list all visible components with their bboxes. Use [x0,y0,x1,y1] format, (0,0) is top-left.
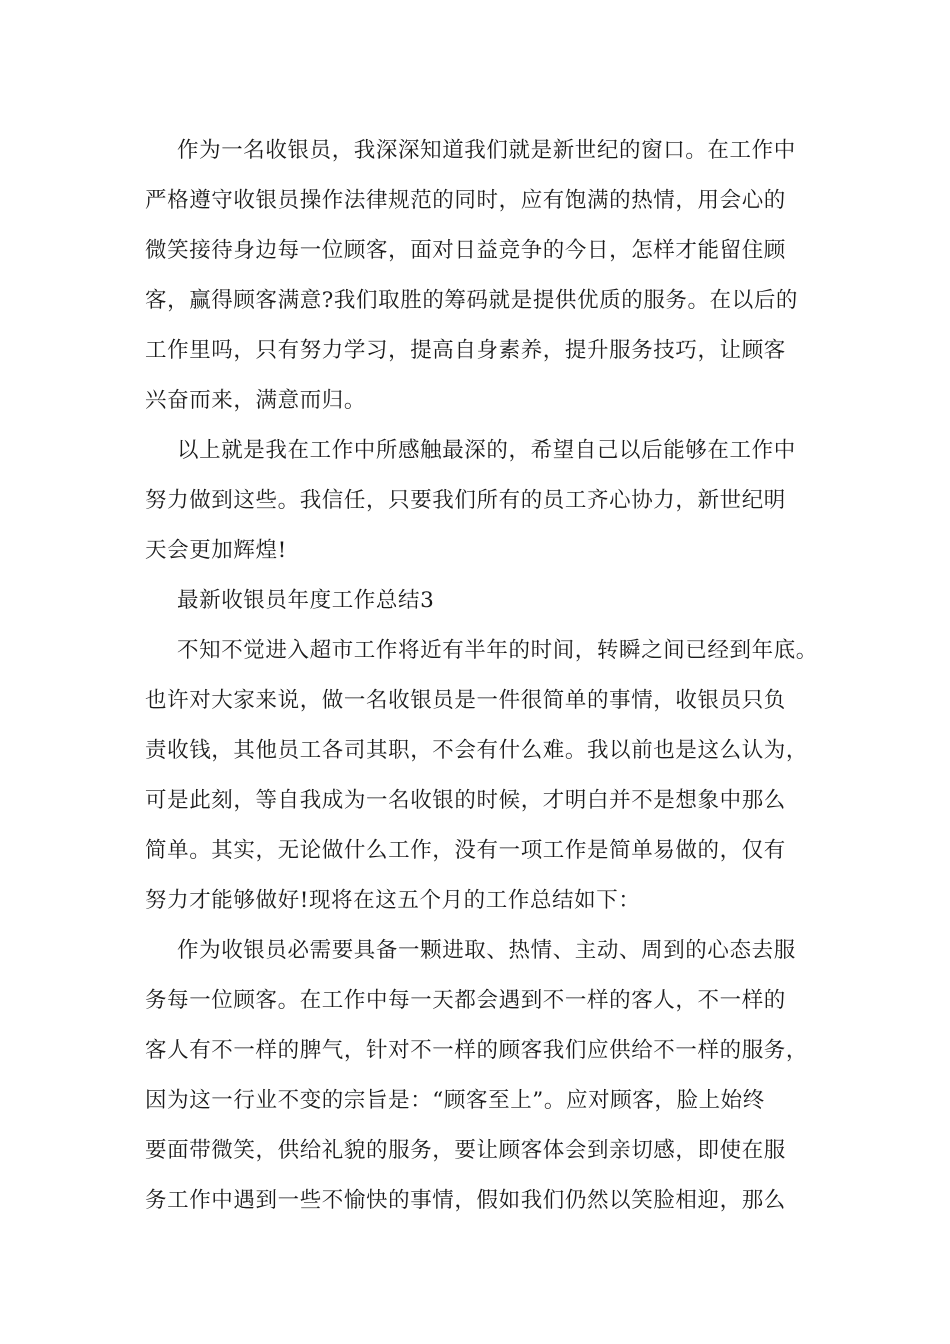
text-line: 以上就是我在工作中所感触最深的，希望自己以后能够在工作中 [177,438,796,463]
text-line: 简单。其实，无论做什么工作，没有一项工作是简单易做的，仅有 [145,838,786,863]
text-line: 要面带微笑，供给礼貌的服务，要让顾客体会到亲切感，即使在服 [145,1138,786,1163]
text-line: 天会更加辉煌! [145,538,287,563]
text-line: 微笑接待身边每一位顾客，面对日益竞争的今日，怎样才能留住顾 [145,238,786,263]
text-line: 务工作中遇到一些不愉快的事情，假如我们仍然以笑脸相迎，那么 [145,1188,786,1213]
text-line: 可是此刻，等自我成为一名收银的时候，才明白并不是想象中那么 [145,788,786,813]
text-line: 责收钱，其他员工各司其职，不会有什么难。我以前也是这么认为， [145,738,809,763]
text-line: 工作里吗，只有努力学习，提高自身素养，提升服务技巧，让顾客 [145,338,786,363]
text-line: 努力做到这些。我信任，只要我们所有的员工齐心协力，新世纪明 [145,488,786,513]
text-line: 也许对大家来说，做一名收银员是一件很简单的事情，收银员只负 [145,688,786,713]
text-line: 务每一位顾客。在工作中每一天都会遇到不一样的客人，不一样的 [145,988,786,1013]
text-line: 客人有不一样的脾气，针对不一样的顾客我们应供给不一样的服务， [145,1038,809,1063]
section-title: 最新收银员年度工作总结3 [177,588,435,613]
text-line: 客，赢得顾客满意?我们取胜的筹码就是提供优质的服务。在以后的 [145,288,799,313]
text-line: 严格遵守收银员操作法律规范的同时，应有饱满的热情，用会心的 [145,188,786,213]
text-line: 努力才能够做好!现将在这五个月的工作总结如下： [145,888,641,913]
text-line: 作为一名收银员，我深深知道我们就是新世纪的窗口。在工作中 [177,138,796,163]
text-line: 兴奋而来，满意而归。 [145,388,367,413]
text-line: 不知不觉进入超市工作将近有半年的时间，转瞬之间已经到年底。 [177,638,818,663]
text-line: 因为这一行业不变的宗旨是：“顾客至上”。应对顾客，脸上始终 [145,1088,765,1113]
text-line: 作为收银员必需要具备一颗进取、热情、主动、周到的心态去服 [177,938,796,963]
